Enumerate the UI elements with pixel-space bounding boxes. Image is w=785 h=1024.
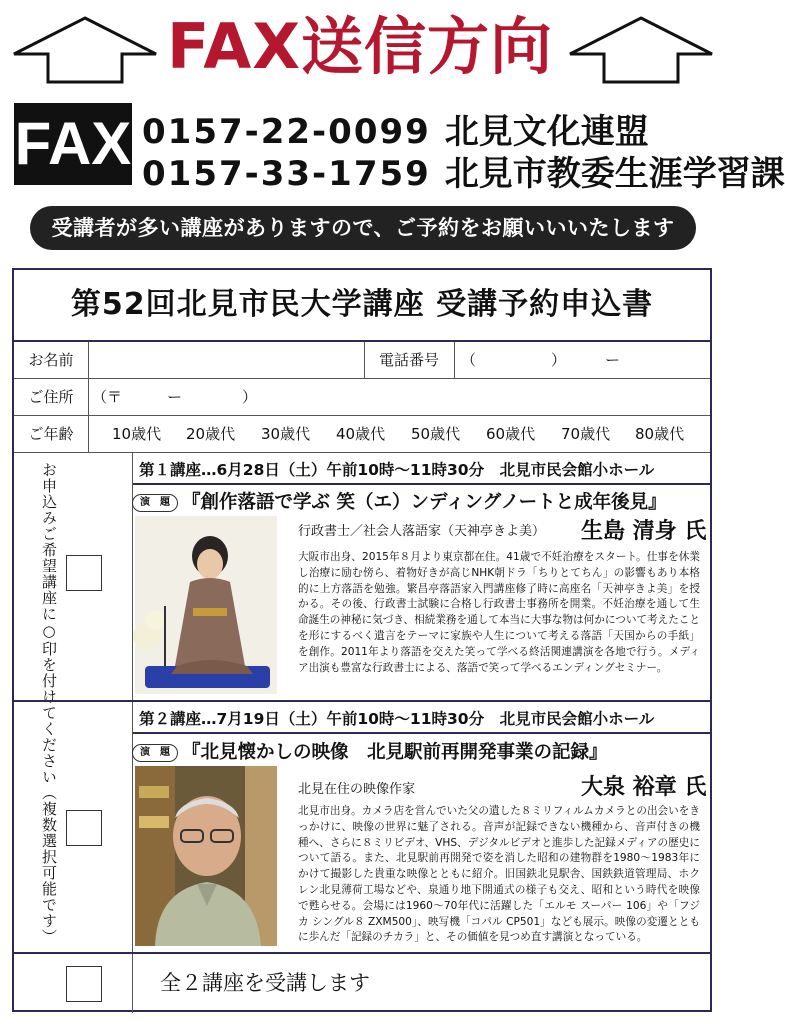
fax-number: 0157-22-0099	[142, 112, 431, 152]
topic-tag: 演 題	[132, 494, 178, 512]
name-row	[14, 342, 710, 379]
fax-number: 0157-33-1759	[142, 154, 431, 194]
age-option[interactable]: 20歳代	[186, 425, 236, 443]
phone-field[interactable]	[455, 342, 710, 378]
fax-line-2	[142, 146, 785, 195]
age-row	[14, 416, 710, 453]
name-field[interactable]	[89, 342, 364, 378]
fax-org: 北見市教委生涯学習課	[444, 154, 785, 194]
speaker-2-photo	[135, 766, 277, 946]
age-option[interactable]: 70歳代	[561, 425, 611, 443]
up-arrow-left-icon	[10, 14, 160, 86]
all-courses-label: 全２講座を受講します	[160, 971, 370, 995]
lecture-2-title-line	[132, 738, 608, 764]
age-option[interactable]: 80歳代	[635, 425, 685, 443]
age-option[interactable]: 40歳代	[336, 425, 386, 443]
age-option[interactable]: 60歳代	[486, 425, 536, 443]
lecture-1-heading: 第１講座…6月28日（土）午前10時～11時30分 北見市民会館小ホール	[133, 453, 710, 485]
up-arrow-right-icon	[566, 14, 716, 86]
reservation-notice: 受講者が多い講座がありますので、ご予約をお願いいいたします	[30, 206, 696, 250]
age-option[interactable]: 10歳代	[112, 425, 162, 443]
application-form	[12, 268, 712, 1012]
topic-tag: 演 題	[132, 744, 178, 762]
age-label: ご年齢	[14, 416, 89, 452]
lecture-2-checkbox[interactable]	[66, 810, 102, 846]
address-row	[14, 379, 710, 416]
fax-org: 北見文化連盟	[444, 112, 649, 152]
phone-label: 電話番号	[378, 351, 439, 369]
selection-instruction: お申込みご希望講座に○印を付けてください（複数選択可能です）	[40, 462, 58, 945]
speaker-2-name: 大泉 裕章 氏	[581, 774, 707, 800]
lecture-1-title: 『創作落語で学ぶ 笑（エ）ンディングノートと成年後見』	[182, 492, 667, 513]
speaker-1-name: 生島 清身 氏	[581, 518, 707, 544]
fax-label-box: FAX	[14, 103, 132, 185]
speaker-1-bio: 大阪市出身、2015年８月より東京都在住。41歳で不妊治療をスタート。仕事を休業し治療に励む傍ら、着物好きが高じNHK朝ドラ「ちりとてちん」の影響もあり本格的に上方落語を勉強。繁昌亭落語家入門講座修了時に高座名「天神亭きよ美」を授かる。その後、行政書士試験に合格し行政書士事務所を開業。不妊治療を通して生命誕生の神秘に気づき、相続業務を通して本当に大事な物は何かについて考えたことを形にするべく遺言をテーマに家族や人生について考える落語「天国からの手紙」を創作。2011年より落語を交えた笑って学べる終活関連講演を各地で行う。メディア出演も豊富な行政書士による、落語で笑って学べるエンディングセミナー。	[298, 551, 700, 674]
age-option[interactable]: 30歳代	[261, 425, 311, 443]
all-courses-checkbox[interactable]	[66, 966, 102, 1002]
lecture-2-heading: 第２講座…7月19日（土）午前10時～11時30分 北見市民会館小ホール	[133, 702, 710, 734]
lecture-1-title-line	[132, 488, 667, 514]
address-label: ご住所	[14, 379, 89, 415]
speaker-1-role: 行政書士／社会人落語家（天神亭きよ美）	[298, 524, 546, 539]
age-option[interactable]: 50歳代	[411, 425, 461, 443]
address-field[interactable]: （〒 ー ）	[92, 388, 258, 406]
phone-paren-open: （	[461, 351, 477, 369]
speaker-2-role: 北見在住の映像作家	[298, 782, 416, 797]
form-title: 第52回北見市民大学講座 受講予約申込書	[14, 270, 710, 342]
phone-dash: ー	[605, 351, 621, 369]
phone-paren-close: ）	[551, 351, 567, 369]
lecture-2-title: 『北見懐かしの映像 北見駅前再開発事業の記録』	[182, 742, 608, 763]
lecture-1-checkbox[interactable]	[66, 555, 102, 591]
speaker-2-bio: 北見市出身。カメラ店を営んでいた父の遺した８ミリフィルムカメラとの出会いをきっかけに、映像の世界に魅了される。音声が記録できない機種から、音声付きの機種へ、さらに８ミリビデオ、VHS、デジタルビデオと進歩した記録メディアの歴史について語る。また、北見駅前再開発で姿を消した昭和の建物群を1980～1983年にかけて撮影した貴重な映像とともに紹介。旧国鉄北見駅舎、国鉄鉄道管理局、ホクレン北見薄荷工場などや、泉通り地下開通式の様子も交え、昭和という時代を映像で甦らせる。会場には1960～70年代に活躍した「エルモ スーパー 106」や「フジカ シングル８ ZXM500」、映写機「コパル CP501」なども展示。映像の変遷とともに歩んだ「記録のチカラ」と、その価値を見つめ直す講演となっている。	[298, 805, 700, 944]
speaker-1-photo	[135, 516, 277, 694]
fax-direction-title: FAX送信方向	[166, 10, 554, 83]
name-label: お名前	[14, 342, 89, 378]
